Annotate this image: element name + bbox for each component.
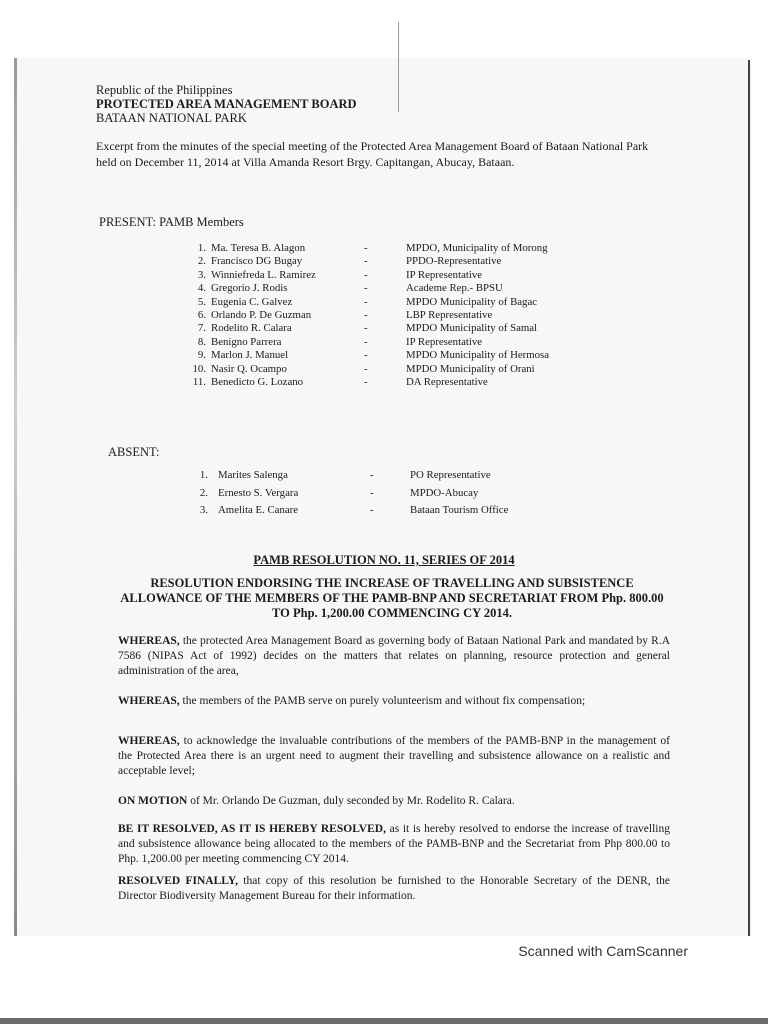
- member-separator: -: [364, 335, 368, 348]
- member-name: Nasir Q. Ocampo: [211, 362, 287, 375]
- paragraph-text: the members of the PAMB serve on purely volunteerism and without fix compensation;: [179, 695, 586, 707]
- bottom-bar: [0, 1018, 768, 1024]
- member-number: 9.: [197, 349, 206, 362]
- member-name: Francisco DG Bugay: [211, 255, 303, 268]
- member-name: Ma. Teresa B. Alagon: [211, 242, 306, 254]
- member-number: 2.: [197, 255, 206, 268]
- member-name: Ernesto S. Vergara: [218, 486, 299, 499]
- member-role: PPDO-Representative: [406, 255, 502, 268]
- member-separator: -: [370, 504, 374, 516]
- paragraph-text: the protected Area Management Board as governing body of Bataan National Park and mandated by R.A 7586 (NIPAS Act of 1992) decides on the matters that relates on planning, resource protection and general administration of the area,: [118, 635, 670, 677]
- member-separator: -: [364, 362, 368, 375]
- resolution-heading: RESOLUTION ENDORSING THE INCREASE OF TRAVELLING AND SUBSISTENCE ALLOWANCE OF THE MEMBERS OF THE PAMB-BNP AND SECRETARIAT FROM Php. 800.00 TO Php. 1,200.00 COMMENCING CY 2014.: [120, 576, 664, 620]
- paragraph-lead: ON MOTION: [118, 795, 188, 807]
- member-separator: -: [370, 486, 374, 499]
- member-number: 8.: [197, 335, 206, 348]
- member-role: IP Representative: [406, 268, 483, 281]
- present-label: PRESENT: PAMB Members: [99, 215, 244, 229]
- member-role: MPDO Municipality of Hermosa: [406, 349, 550, 362]
- member-number: 1.: [199, 469, 208, 481]
- paragraph-text: to acknowledge the invaluable contributions of the members of the PAMB-BNP in the management of the Protected Area there is an urgent need to augment their travelling and subsistence allowance on a realistic and acceptable level;: [118, 735, 670, 777]
- paper-fold-line: [398, 22, 399, 112]
- paragraph-lead: RESOLVED FINALLY,: [118, 875, 239, 887]
- member-role: MPDO Municipality of Bagac: [406, 295, 538, 308]
- member-number: 2.: [199, 486, 208, 499]
- member-number: 4.: [197, 282, 206, 295]
- member-name: Marites Salenga: [218, 469, 288, 481]
- member-role: IP Representative: [406, 335, 483, 348]
- member-number: 11.: [192, 376, 206, 388]
- member-separator: -: [364, 376, 368, 388]
- excerpt-paragraph: Excerpt from the minutes of the special meeting of the Protected Area Management Board of Bataan National Park held on December 11, 2014 at Villa Amanda Resort Brgy. Capitangan, Abucay, Bataan.: [96, 139, 649, 169]
- paragraph-be-it-resolved: [118, 822, 670, 867]
- member-number: 3.: [197, 268, 206, 281]
- member-name: Benigno Parrera: [211, 335, 282, 348]
- member-name: Amelita E. Canare: [218, 504, 299, 516]
- paragraph-whereas-3: [118, 734, 670, 779]
- resolution-title: PAMB RESOLUTION NO. 11, SERIES OF 2014: [253, 553, 515, 567]
- member-name: Marlon J. Manuel: [211, 349, 289, 362]
- member-separator: -: [364, 242, 368, 254]
- member-role: DA Representative: [406, 376, 488, 388]
- paragraph-lead: WHEREAS,: [118, 735, 180, 747]
- member-separator: -: [364, 309, 368, 321]
- member-role: Bataan Tourism Office: [410, 504, 509, 516]
- member-separator: -: [370, 469, 374, 481]
- paragraph-lead: BE IT RESOLVED, AS IT IS HEREBY RESOLVED,: [118, 823, 386, 835]
- paragraph-on-motion: [118, 794, 670, 809]
- member-name: Gregorio J. Rodis: [211, 282, 288, 295]
- member-role: LBP Representative: [406, 309, 493, 321]
- paragraph-whereas-2: [118, 694, 670, 709]
- paragraph-resolved-finally: [118, 874, 670, 904]
- header-board: PROTECTED AREA MANAGEMENT BOARD: [96, 97, 357, 111]
- member-number: 1.: [197, 242, 206, 254]
- member-role: MPDO Municipality of Samal: [406, 322, 538, 335]
- member-role: PO Representative: [410, 469, 491, 481]
- member-number: 7.: [197, 322, 206, 335]
- absent-label: ABSENT:: [108, 445, 160, 459]
- member-number: 5.: [197, 295, 206, 308]
- member-name: Benedicto G. Lozano: [211, 376, 304, 388]
- member-role: Academe Rep.- BPSU: [406, 282, 503, 295]
- member-separator: -: [364, 255, 368, 268]
- member-number: 6.: [197, 309, 206, 321]
- header-park: BATAAN NATIONAL PARK: [96, 111, 247, 125]
- member-number: 10.: [192, 362, 206, 375]
- member-name: Rodelito R. Calara: [211, 322, 292, 335]
- member-name: Eugenia C. Galvez: [211, 295, 293, 308]
- member-separator: -: [364, 282, 368, 295]
- member-name: Winniefreda L. Ramirez: [211, 268, 316, 281]
- member-separator: -: [364, 295, 368, 308]
- member-name: Orlando P. De Guzman: [211, 309, 312, 321]
- paragraph-lead: WHEREAS,: [118, 695, 180, 707]
- member-separator: -: [364, 349, 368, 362]
- scan-edge-left: [14, 58, 17, 936]
- member-separator: -: [364, 268, 368, 281]
- member-number: 3.: [199, 504, 208, 516]
- paragraph-lead: WHEREAS,: [118, 635, 180, 647]
- paragraph-text: of Mr. Orlando De Guzman, duly seconded by Mr. Rodelito R. Calara.: [187, 795, 515, 807]
- paragraph-whereas-1: [118, 634, 670, 679]
- scan-edge-right: [748, 60, 750, 936]
- member-role: MPDO, Municipality of Morong: [406, 242, 548, 254]
- member-separator: -: [364, 322, 368, 335]
- member-role: MPDO-Abucay: [410, 486, 479, 499]
- camscanner-watermark: Scanned with CamScanner: [518, 943, 688, 959]
- paragraph-text: as it is hereby resolved to endorse the increase of travelling and subsistence allowance being allocated to the members of the PAMB-BNP and the Secretariat from Php 800.00 to Php. 1,200.00 per meeting commencing CY 2014.: [118, 823, 670, 865]
- header-republic: Republic of the Philippines: [96, 83, 233, 97]
- paragraph-text: that copy of this resolution be furnished to the Honorable Secretary of the DENR, the Director Biodiversity Management Bureau for their information.: [118, 875, 671, 902]
- member-role: MPDO Municipality of Orani: [406, 362, 535, 375]
